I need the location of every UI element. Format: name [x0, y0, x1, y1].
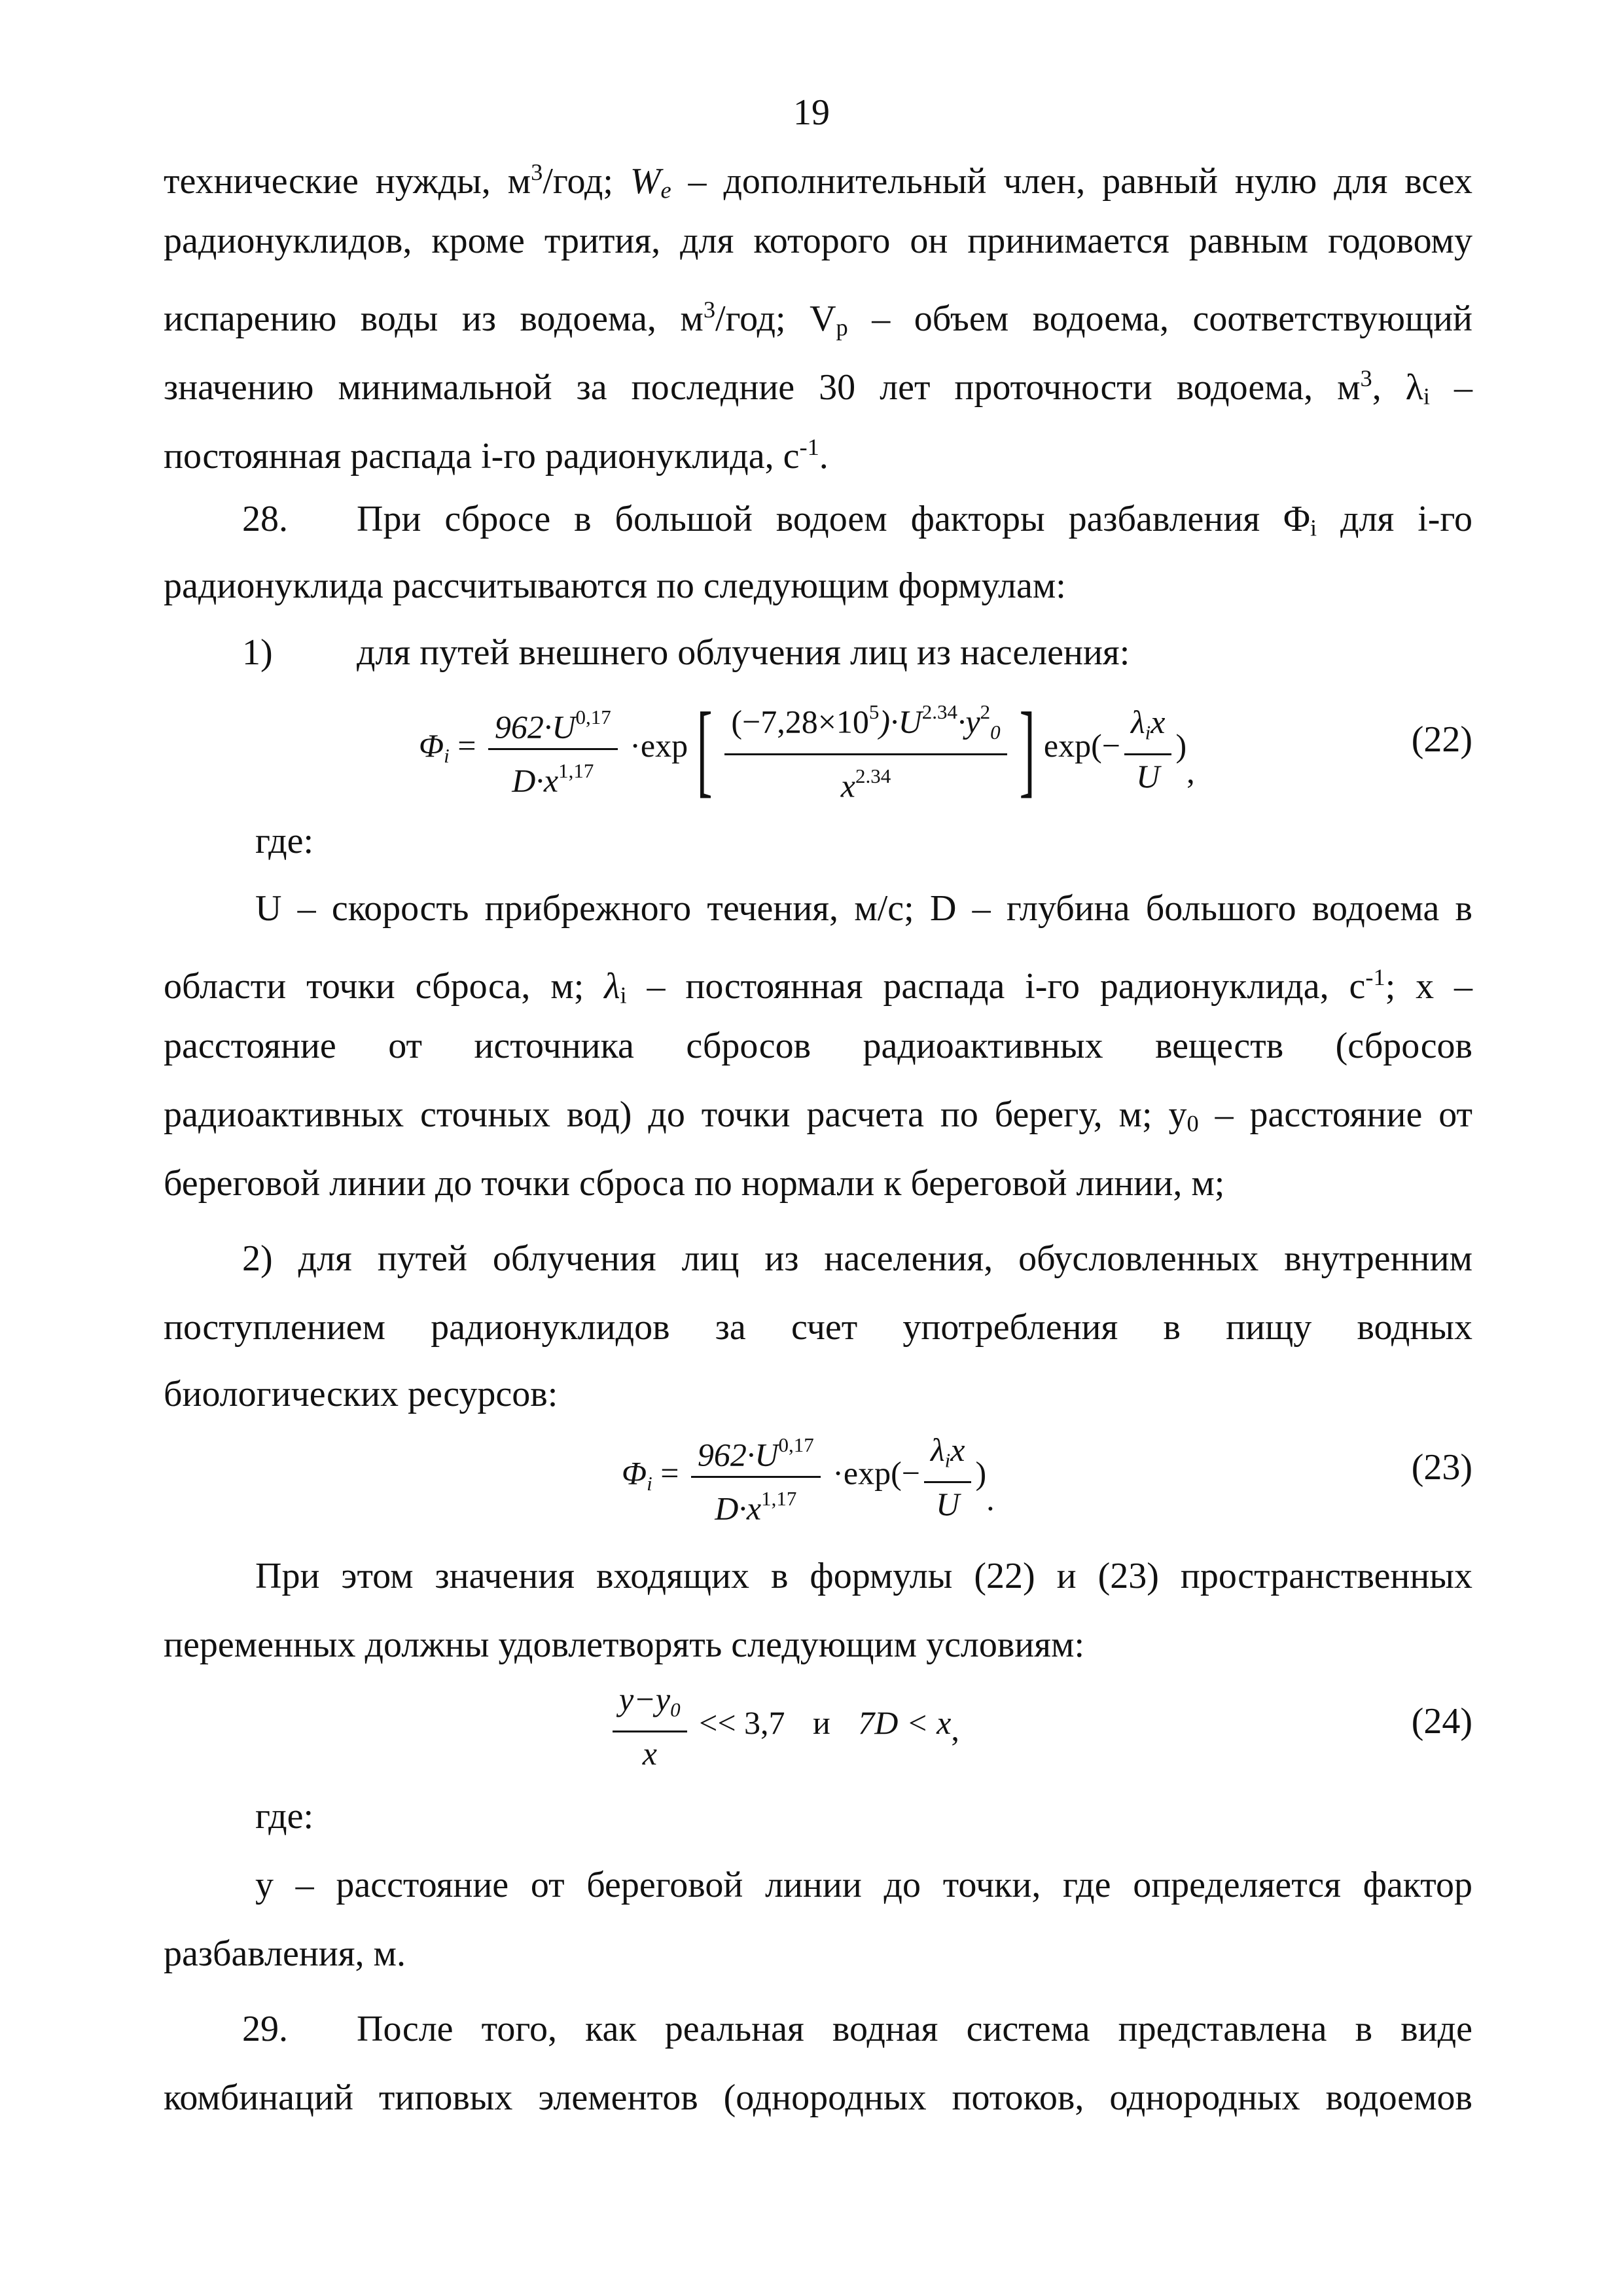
formula-22: Φi = $\frac{962\cdot U^{0,17}}{D\cdot x^{1,17}}$ ·exp [ $\frac{(-7,28\times 10^5)\cdot U^{2.34}\cdot y^20}{x^{2.34}}$ ] exp(− $\frac{\text{λix}}{U}$ ), — [419, 691, 1195, 808]
fraction: $\frac{(-7,28\times 10^5)\cdot U^{2.34}\cdot y^20}{x^{2.34}}$ — [724, 694, 1007, 804]
paragraph-line: постоянная распада i-го радионуклида, $с^{-1}$. — [164, 434, 829, 477]
equation-number: (24) — [1411, 1701, 1472, 1742]
item-28-line: 28. При сбросе в большой водоем факторы разбавления $\Phi_i$ для i-го — [242, 496, 1472, 550]
paragraph-line: технические нужды, $м^3$/год; $W_e$ – дополнительный член, равный нулю для всех — [164, 159, 1472, 204]
page-number: 19 — [793, 92, 830, 133]
paragraph-line: переменных должны удовлетворять следующим условиям: — [164, 1624, 1085, 1665]
definition-line: y – расстояние от береговой линии до точки, где определяется фактор — [255, 1865, 1472, 1905]
paragraph-line: значению минимальной за последние 30 лет проточности водоема, $м^3$, $\lambda_i$ – — [164, 365, 1473, 410]
item-29-line: 29. После того, как реальная водная система представлена в виде — [242, 2006, 1472, 2052]
item-number: 29. — [242, 2009, 288, 2049]
definition-line: области точки сброса, м; $\lambda_i$ – постоянная распада i-го радионуклида, $с^{-1}$; x – — [164, 964, 1473, 1009]
item-number: 28. — [242, 499, 288, 539]
sub-item-2-line: биологических ресурсов: — [164, 1374, 558, 1414]
sub-item-2-line: поступлением радионуклидов за счет употребления в пищу водных — [164, 1307, 1472, 1348]
item-29-line: комбинаций типовых элементов (однородных потоков, однородных водоемов — [164, 2077, 1472, 2118]
fraction: $\frac{\text{λix}}{U}$ — [924, 1431, 971, 1522]
definition-line: разбавления, м. — [164, 1933, 406, 1974]
formula-23: Φi = $\frac{962\cdot U^{0,17}}{D\cdot x^{1,17}}$ ·exp(− $\frac{\text{λix}}{U}$ ). — [622, 1427, 995, 1526]
definition-line: береговой линии до точки сброса по нормали к береговой линии, м; — [164, 1163, 1225, 1204]
equation-number: (23) — [1411, 1447, 1472, 1488]
bracket-right: ] — [1019, 691, 1035, 808]
fraction: $\frac{\text{λix}}{U}$ — [1124, 704, 1171, 795]
sub-item-1: 1) для путей внешнего облучения лиц из населения: — [242, 632, 1130, 673]
paragraph-line: радионуклидов, кроме трития, для которого он принимается равным годовому — [164, 221, 1472, 261]
definition-line: U – скорость прибрежного течения, м/с; D – глубина большого водоема в — [255, 888, 1472, 929]
where-label: где: — [255, 1796, 314, 1837]
paragraph-line: При этом значения входящих в формулы (22) и (23) пространственных — [255, 1556, 1472, 1596]
sub-item-2-line: 2) для путей облучения лиц из населения, обусловленных внутренним — [242, 1238, 1472, 1279]
bracket-left: [ — [696, 691, 713, 808]
item-28-line: радионуклида рассчитываются по следующим формулам: — [164, 565, 1066, 606]
formula-24: $\frac{y-y0}{x}$ << 3,7 и 7D < x, — [609, 1681, 959, 1772]
fraction: $\frac{962\cdot U^{0,17}}{D\cdot x^{1,17}}$ — [691, 1427, 821, 1526]
where-label: где: — [255, 821, 314, 861]
definition-line: радиоактивных сточных вод) до точки расчета по берегу, м; $y_0$ – расстояние от — [164, 1094, 1472, 1137]
equation-number: (22) — [1411, 719, 1472, 760]
definition-line: расстояние от источника сбросов радиоактивных веществ (сбросов — [164, 1026, 1472, 1066]
fraction: $\frac{y-y0}{x}$ — [613, 1681, 687, 1772]
fraction: $\frac{962\cdot U^{0,17}}{D\cdot x^{1,17}}$ — [488, 699, 618, 798]
paragraph-line: испарению воды из водоема, $м^3$/год; $V_p$ – объем водоема, соответствующий — [164, 296, 1473, 341]
